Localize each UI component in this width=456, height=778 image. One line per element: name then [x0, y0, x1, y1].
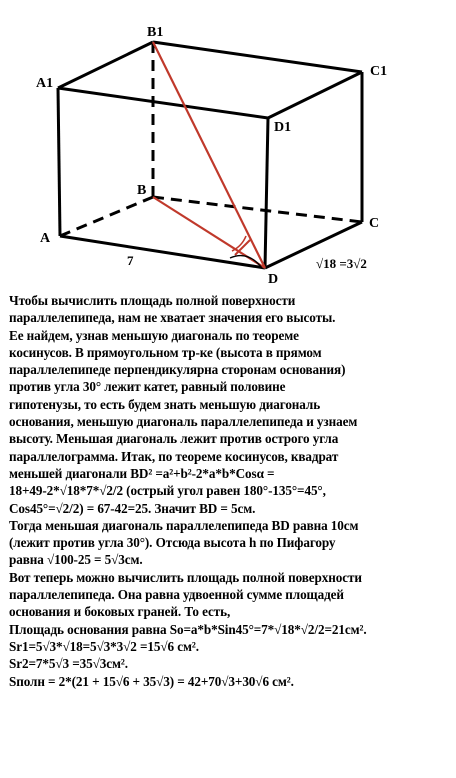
text-line: основания, меньшую диагональ параллелепипеда и узнаем [9, 414, 358, 430]
text-line: гипотенузы, то есть будем знать меньшую диагональ [9, 396, 321, 412]
text-line: параллелепипеда, нам не хватает значения его высоты. [9, 310, 336, 326]
text-line: высоту. Меньшая диагональ лежит против острого угла [9, 431, 339, 447]
text-line: Cos45°=√2/2) = 67-42=25. Значит BD = 5см. [9, 500, 256, 516]
text-line: основания и боковых граней. То есть, [9, 604, 231, 620]
label-a1: A1 [36, 76, 54, 91]
label-a: A [40, 231, 51, 246]
solution-text [9, 292, 451, 690]
label-b: B [137, 183, 147, 198]
text-line: параллелепипеда. Она равна удвоенной сумме площадей [9, 587, 344, 603]
label-d: D [268, 272, 279, 287]
diagonal-b1d [153, 42, 265, 268]
text-line: параллелограмма. Итак, по теореме косинусов, квадрат [9, 448, 339, 464]
text-line: 18+49-2*√18*7*√2/2 (острый угол равен 180°-135°=45°, [9, 483, 326, 499]
text-line: Sr1=5√3*√18=5√3*3√2 =15√6 см². [9, 638, 199, 654]
text-line: Вот теперь можно вычислить площадь полной поверхности [9, 569, 362, 585]
edge-dd1 [265, 118, 268, 268]
edge-c1d1 [268, 72, 362, 118]
text-line: Sr2=7*5√3 =35√3см². [9, 656, 128, 672]
edge-a1b1 [58, 42, 153, 88]
label-c: C [369, 216, 380, 231]
edge-aa1 [58, 88, 60, 236]
text-line: Sполн = 2*(21 + 15√6 + 35√3) = 42+70√3+30√6 см². [9, 673, 294, 689]
text-line: равна √100-25 = 5√3см. [9, 552, 143, 568]
label-side-dc: √18 =3√2 [316, 256, 367, 271]
text-line: Чтобы вычислить площадь полной поверхности [9, 293, 296, 308]
text-line: косинусов. В прямоугольном тр-ке (высота в прямом [9, 344, 322, 360]
text-line: Площадь основания равна So=a*b*Sin45°=7*√18*√2/2=21см². [9, 621, 367, 637]
text-line: (лежит против угла 30°). Отсюда высота h по Пифагору [9, 535, 336, 551]
edge-bc [153, 197, 362, 222]
text-line: параллелепипеде перпендикулярна сторонам основания) [9, 362, 346, 378]
parallelepiped-figure [0, 0, 456, 290]
text-line: Ее найдем, узнав меньшую диагональ по теореме [9, 327, 299, 343]
text-line: Тогда меньшая диагональ параллелепипеда BD равна 10см [9, 517, 359, 533]
label-c1: C1 [370, 64, 388, 79]
edge-b1c1 [153, 42, 362, 72]
text-line: против угла 30° лежит катет, равный половине [9, 379, 286, 395]
edge-d1a1 [58, 88, 268, 118]
label-d1: D1 [274, 120, 292, 135]
label-side-ad: 7 [127, 253, 134, 268]
text-line: меньшей диагонали BD² =a²+b²-2*a*b*Cosα = [9, 465, 275, 481]
label-b1: B1 [147, 25, 164, 40]
edge-ad [60, 236, 265, 268]
edge-ab [60, 197, 153, 236]
